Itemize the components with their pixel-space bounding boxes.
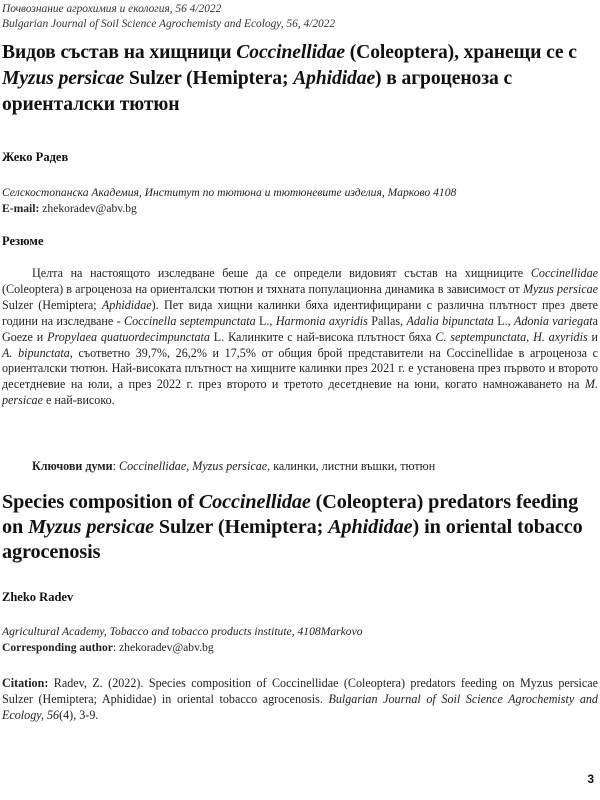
running-head-en: Bulgarian Journal of Soil Science Agrochemisty and Ecology, 56, 4/2022 [2,18,336,30]
keywords-taxa: Coccinellidae, Myzus persicae [119,459,268,473]
abstract-taxon: A. bipunctata [2,345,70,360]
title-text: Species composition of [2,491,199,513]
abstract-text: L., [255,313,276,328]
citation-pages: (4), 3-9. [59,708,99,722]
citation-journal: Bulgarian Journal of Soil Science Agrochemisty and Ecology, 56 [2,692,598,722]
abstract-taxon: C. septempunctata [435,329,527,344]
title-taxon: Myzus persicae [28,516,154,538]
abstract-taxon: Myzus persicae [522,281,598,296]
abstract-taxon: Adonia variegat [514,313,593,328]
title-taxon: Coccinellidae [236,42,345,63]
email-address[interactable]: zhekoradev@abv.bg [39,202,137,215]
title-text: Sulzer (Hemiptera; [124,68,294,89]
title-taxon: Aphididae [328,516,413,538]
keywords-bulgarian [32,458,598,474]
running-head [2,2,335,32]
abstract-text: Целта на настоящото изследване беше да се определи видовият състав на хищниците [32,266,531,280]
abstract-bulgarian [2,266,598,409]
affiliation-bulgarian: Селскостопанска Академия, Институт по тютюна и тютюневите изделия, Марково 4108 [2,186,457,199]
abstract-text: , [526,329,534,344]
title-text: ) in oriental tobacco agrocenosis [2,516,583,563]
abstract-taxon: H. axyridis [533,329,588,344]
author-bulgarian: Жеко Радев [2,150,69,164]
title-english [2,490,598,565]
abstract-taxon: Adalia bipunctata [406,313,494,328]
title-text: Видов състав на хищници [2,42,237,63]
abstract-taxon: Propylaea quatuordecimpunctata [47,329,210,344]
affiliation-english: Agricultural Academy, Tobacco and tobacco products institute, 4108Markovo [2,625,363,638]
corresponding-author-email[interactable]: : zhekoradev@abv.bg [112,641,214,654]
abstract-text: L. Калинките с най-висока плътност бяха [209,329,436,344]
keywords-label: Ключови думи [32,459,113,473]
title-text: (Coleoptera), хранещи се с [344,42,577,63]
abstract-taxon: Harmonia axyridis [275,313,368,328]
email-line-bulgarian [2,201,137,217]
abstract-text: , съответно 39,7%, 26,2% и 17,5% от общия брой представители на Coccinellidae в агроценоза с ориенталски тютюн. Най-високата плътност на хищните калинки през 2021 г. е установена през първото и второто десетдневие на юли, а през 2022 г. през второто и третото десетдневие на юни, когато намножаването на [2,345,598,392]
title-text: Sulzer (Hemiptera; [153,516,329,538]
keywords-terms: , калинки, листни въшки, тютюн [267,459,436,473]
title-bulgarian [2,40,598,118]
abstract-taxon: Aphididae [101,297,152,312]
citation-label: Citation: [2,676,49,690]
abstract-text: (Coleoptera) в агроценоза на ориенталски тютюн и тяхната популационна динамика в зависимост от [2,281,523,296]
title-text: (Coleoptera) predators feeding on [2,491,579,538]
abstract-text: a Goeze и [2,313,598,344]
abstract-text: ). Пет вида хищни калинки бяха идентифицирани с различна плътност през двете години на изследване - [2,297,598,328]
corresponding-author-line [2,640,214,656]
title-taxon: Myzus persicae [2,68,125,89]
abstract-text: Pallas, [367,313,407,328]
abstract-text: и [587,329,598,344]
abstract-taxon: Coccinella septempunctata [124,313,256,328]
author-english: Zheko Radev [2,590,74,604]
page-number: 3 [587,772,594,786]
abstract-text: L., [493,313,514,328]
keywords-separator: : [112,459,120,473]
citation [2,675,598,723]
corresponding-author-label: Corresponding author [2,641,113,654]
abstract-taxon: M. persicae [2,377,598,408]
title-text: ) в агроценоза с ориенталски тютюн [2,68,513,115]
running-head-bg: Почвознание агрохимия и екология, 56 4/2022 [2,3,222,15]
title-taxon: Aphididae [293,68,376,89]
email-label: E-mail: [2,202,40,215]
abstract-heading: Резюме [2,234,44,248]
citation-text: Radev, Z. (2022). Species composition of Coccinellidae (Coleoptera) predators feeding on Myzus persicae Sulzer (Hemiptera; Aphididae) in oriental tobacco agrocenosis. [2,676,598,706]
abstract-taxon: Coccinellidae [530,266,598,280]
abstract-text: Sulzer (Hemiptera; [2,297,102,312]
title-taxon: Coccinellidae [198,491,311,513]
abstract-text: е най-високо. [42,393,115,408]
